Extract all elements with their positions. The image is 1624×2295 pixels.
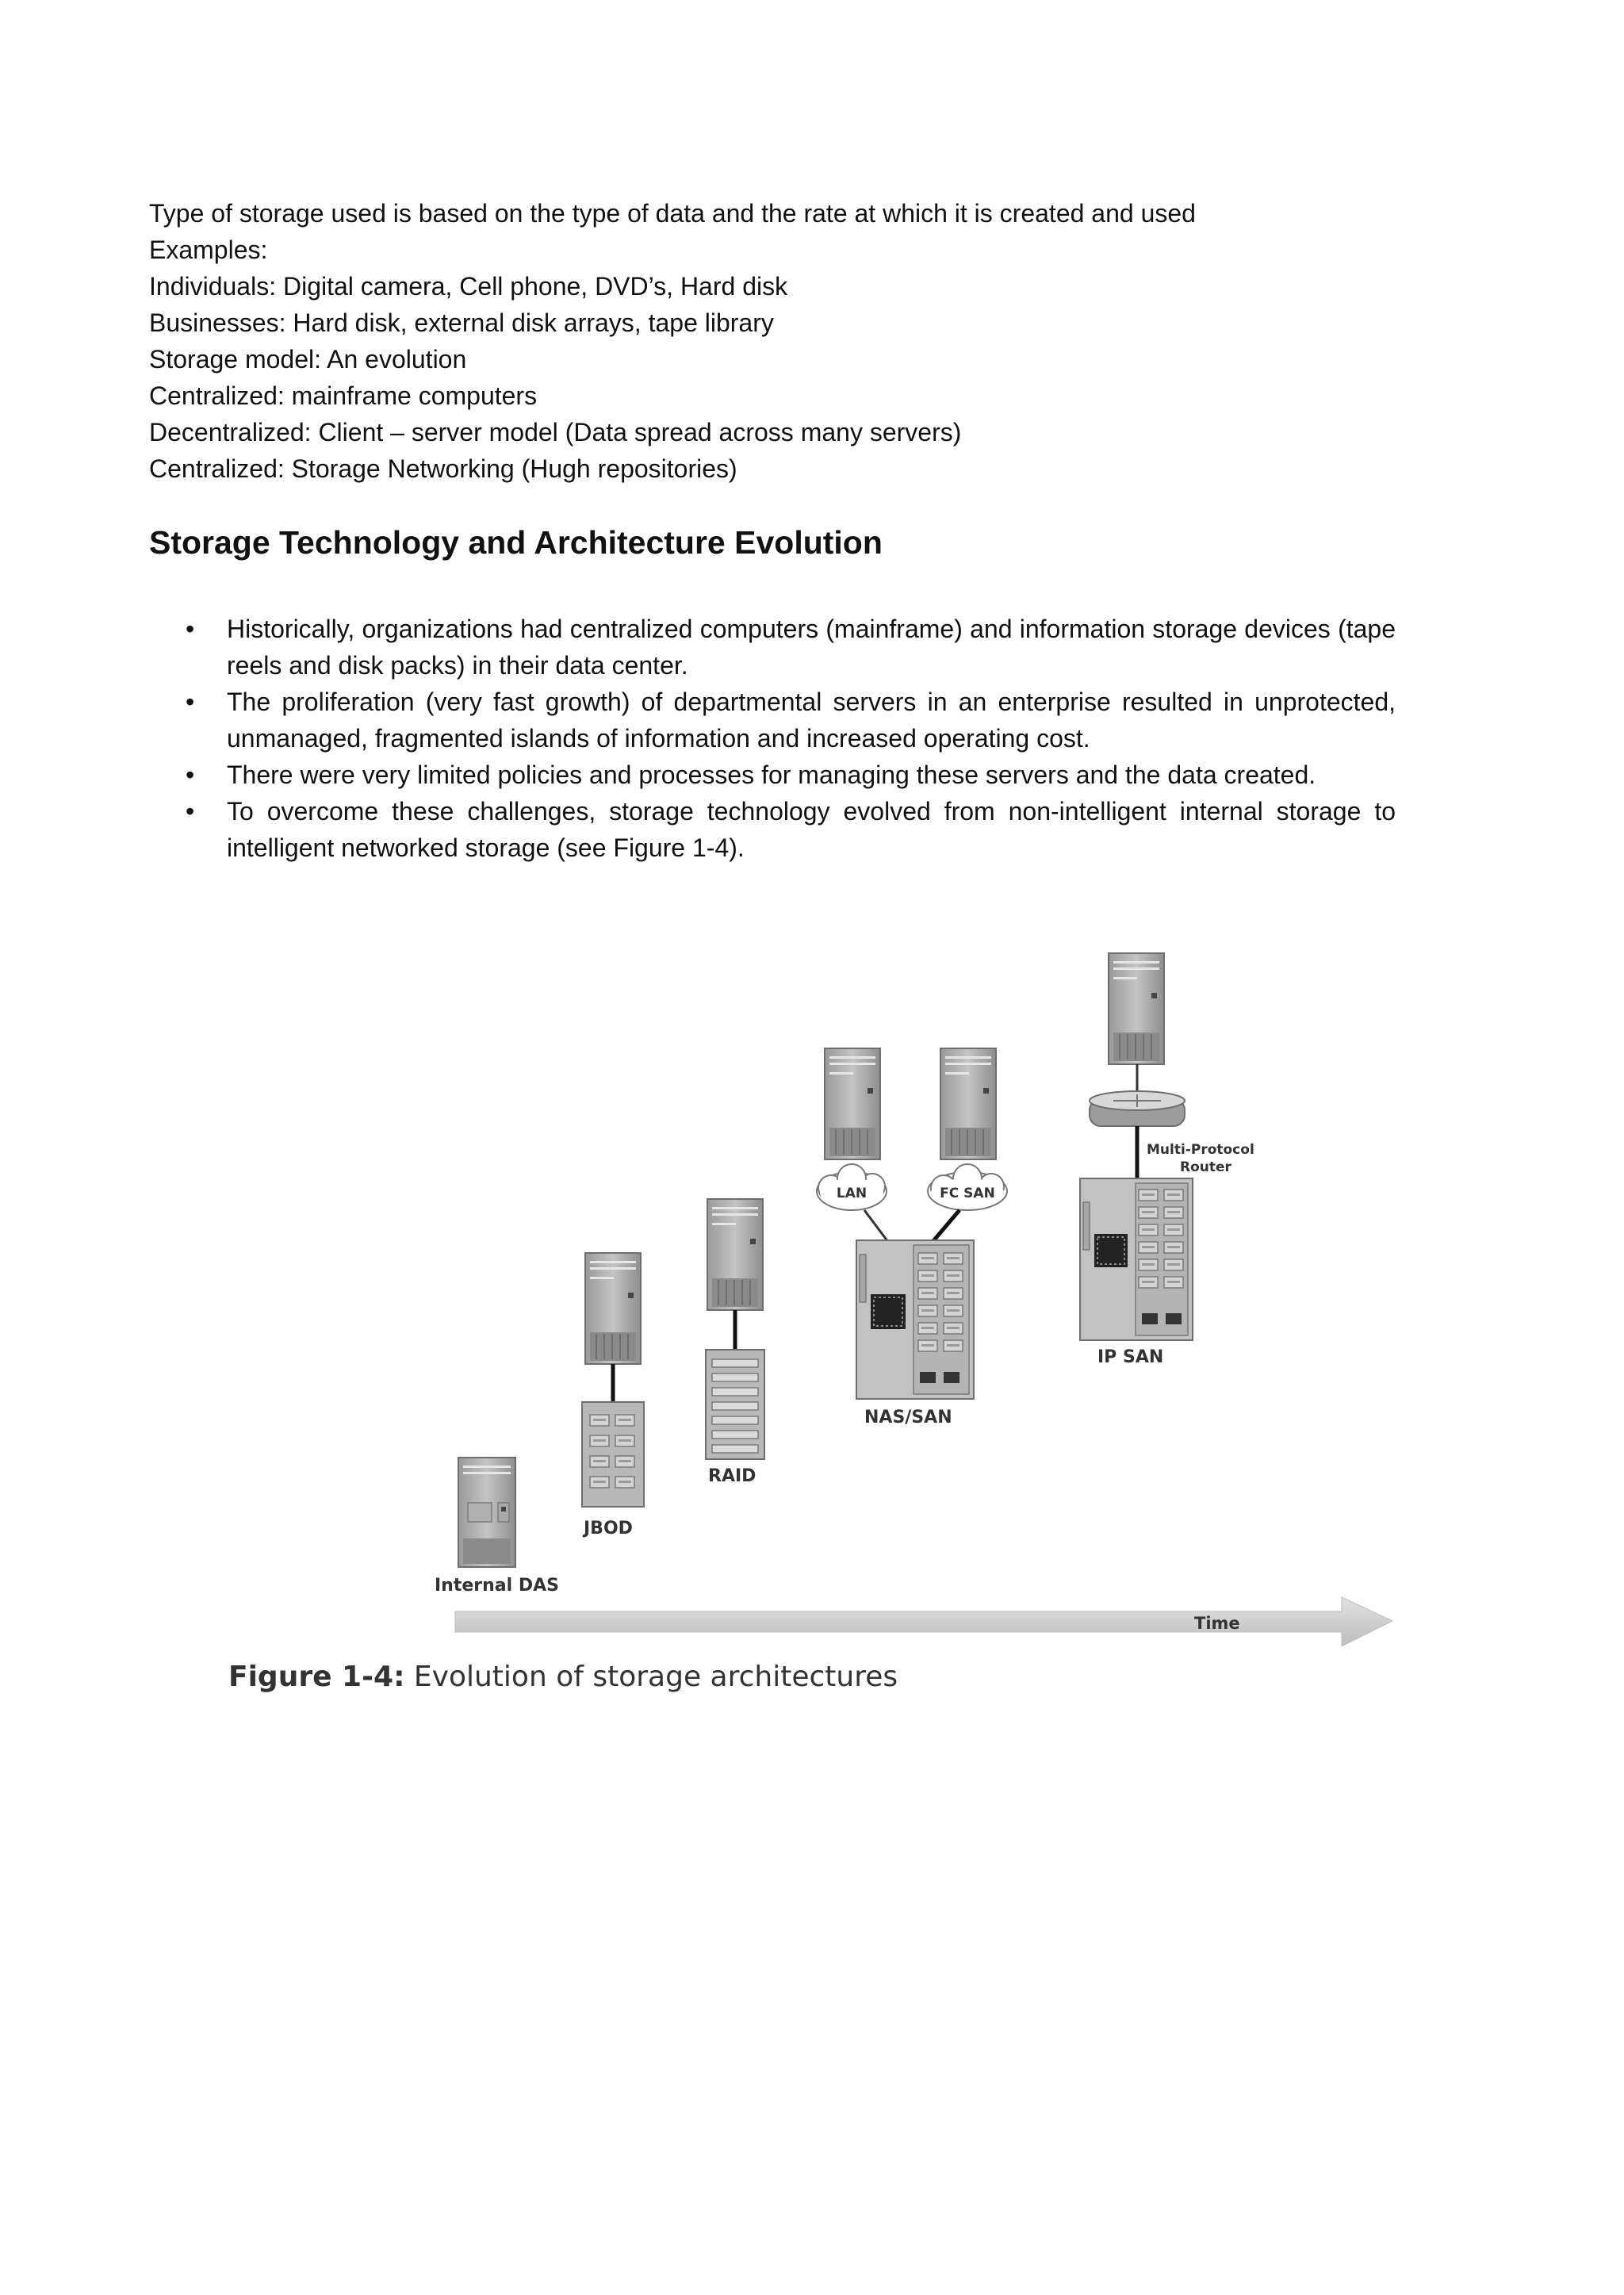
label-internal-das: Internal DAS <box>435 1576 559 1596</box>
intro-line: Type of storage used is based on the type of data and the rate at which it is created and used <box>149 199 1196 228</box>
jbod-server <box>585 1253 641 1364</box>
intro-line: Businesses: Hard disk, external disk arrays, tape library <box>149 308 774 337</box>
intro-line: Examples: <box>149 236 268 264</box>
label-jbod: JBOD <box>584 1519 633 1538</box>
jbod-array <box>582 1402 644 1507</box>
ip-san-array <box>1080 1178 1193 1340</box>
intro-line: Centralized: Storage Networking (Hugh repositories) <box>149 454 737 483</box>
internal-das-server <box>458 1458 515 1567</box>
nas-fc-server <box>940 1048 996 1159</box>
intro-line: Decentralized: Client – server model (Data spread across many servers) <box>149 418 962 446</box>
nas-lan-server <box>825 1048 880 1159</box>
fc-san-connector <box>933 1210 959 1242</box>
multi-protocol-router <box>1090 1091 1185 1126</box>
label-router-line2: Router <box>1180 1159 1231 1175</box>
raid-array <box>706 1350 764 1459</box>
bullet-item: • Historically, organizations had centralized computers (mainframe) and information storage devices (tape reels and disk packs) in their data center. <box>182 611 1396 684</box>
bullet-item: • There were very limited policies and processes for managing these servers and the data created. <box>182 757 1396 793</box>
bullet-item: • The proliferation (very fast growth) of departmental servers in an enterprise resulted in unprotected, unmanaged, fragmented islands of information and increased operating cost. <box>182 684 1396 757</box>
label-nas-san: NAS/SAN <box>864 1408 952 1427</box>
bullet-list <box>182 611 1396 866</box>
bullet-item: • To overcome these challenges, storage technology evolved from non-intelligent internal storage to intelligent networked storage (see Figure 1-4). <box>182 793 1396 866</box>
label-router-line1: Multi-Protocol <box>1147 1142 1254 1158</box>
intro-text <box>149 195 1497 487</box>
intro-line: Individuals: Digital camera, Cell phone, DVD’s, Hard disk <box>149 272 788 301</box>
label-fc-san: FC SAN <box>940 1186 995 1201</box>
raid-server <box>707 1199 763 1310</box>
lan-connector <box>864 1210 888 1242</box>
intro-line: Centralized: mainframe computers <box>149 381 538 410</box>
nas-san-array <box>856 1240 974 1399</box>
figure-caption <box>228 1661 898 1693</box>
label-ip-san: IP SAN <box>1097 1347 1164 1367</box>
label-raid: RAID <box>708 1466 756 1486</box>
caption-text: Evolution of storage architectures <box>404 1661 898 1693</box>
label-lan: LAN <box>836 1186 868 1201</box>
ip-san-server <box>1109 953 1164 1064</box>
time-arrow <box>455 1597 1392 1646</box>
intro-line: Storage model: An evolution <box>149 345 467 374</box>
caption-prefix: Figure 1-4: <box>228 1661 405 1693</box>
label-time: Time <box>1194 1614 1240 1633</box>
section-heading: Storage Technology and Architecture Evolution <box>149 524 883 561</box>
